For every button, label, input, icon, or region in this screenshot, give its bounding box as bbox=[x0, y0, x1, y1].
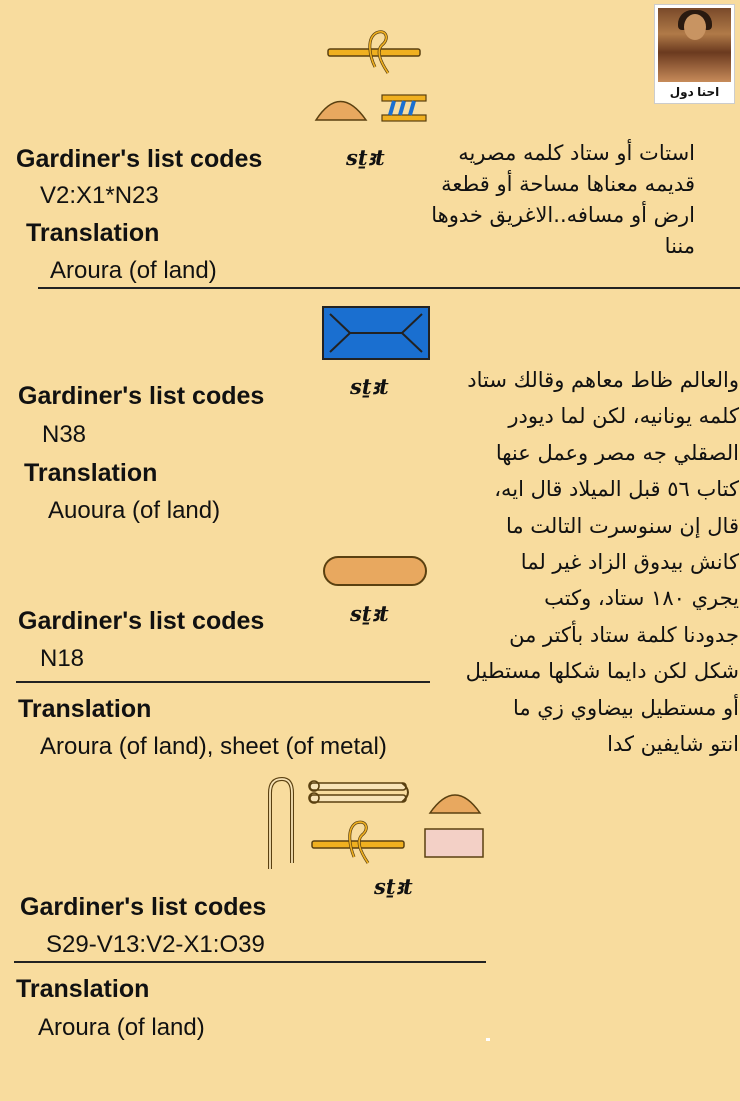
codes-value: N18 bbox=[40, 645, 85, 672]
arabic-note-1: استات أو ستاد كلمه مصريه قديمه معناها مساحة أو قطعة ارض أو مسافه..الاغريق خدوها مننا bbox=[431, 141, 695, 258]
translation-label: Translation bbox=[26, 219, 160, 247]
translation-label: Translation bbox=[18, 695, 152, 723]
site-logo bbox=[654, 4, 735, 104]
translation-label: Translation bbox=[24, 459, 158, 487]
speck bbox=[486, 1038, 490, 1041]
codes-label: Gardiner's list codes bbox=[16, 145, 263, 173]
translation-value: Auoura (of land) bbox=[48, 497, 221, 524]
translation-value: Aroura (of land), sheet (of metal) bbox=[40, 733, 387, 760]
arabic-note-2: والعالم ظاط معاهم وقالك ستاد كلمه يونانيه، لكن لما ديودر الصقلي جه مصر وعمل عنها كتاب ٥٦ قبل الميلاد قال ايه، قال إن سنوسرت التالت ما كانش بيدوق الزاد غير لما يجري ١٨٠ ستاد، وكتب جدودنا كلمة ستاد بأكتر من شكل لكن دايما شكلها مستطيل أو مستطيل بيضاوي زي ما انتو شايفين كدا bbox=[465, 368, 739, 757]
transliteration: sṯꜣt bbox=[350, 374, 389, 399]
codes-label: Gardiner's list codes bbox=[18, 382, 265, 410]
logo-image bbox=[658, 8, 731, 82]
codes-label: Gardiner's list codes bbox=[20, 893, 267, 921]
translation-value: Aroura (of land) bbox=[50, 257, 217, 284]
hieroglyph-v2-x1-n23 bbox=[310, 25, 430, 130]
codes-value: V2:X1*N23 bbox=[40, 182, 159, 209]
divider bbox=[16, 681, 430, 683]
translation-label: Translation bbox=[16, 975, 150, 1003]
transliteration: sṯꜣt bbox=[350, 601, 389, 626]
divider bbox=[14, 961, 486, 963]
codes-value: N38 bbox=[42, 421, 87, 448]
logo-text: احنا دول bbox=[669, 85, 720, 99]
codes-value: S29-V13:V2-X1:O39 bbox=[46, 931, 265, 958]
hieroglyph-n18 bbox=[322, 555, 428, 587]
hieroglyph-s29-v13-v2-x1-o39 bbox=[262, 773, 492, 873]
translation-value: Aroura (of land) bbox=[38, 1014, 205, 1041]
transliteration: sṯꜣt bbox=[346, 145, 385, 170]
transliteration: sṯꜣt bbox=[374, 874, 413, 899]
hieroglyph-n38 bbox=[322, 306, 430, 360]
divider bbox=[38, 287, 740, 289]
codes-label: Gardiner's list codes bbox=[18, 607, 265, 635]
